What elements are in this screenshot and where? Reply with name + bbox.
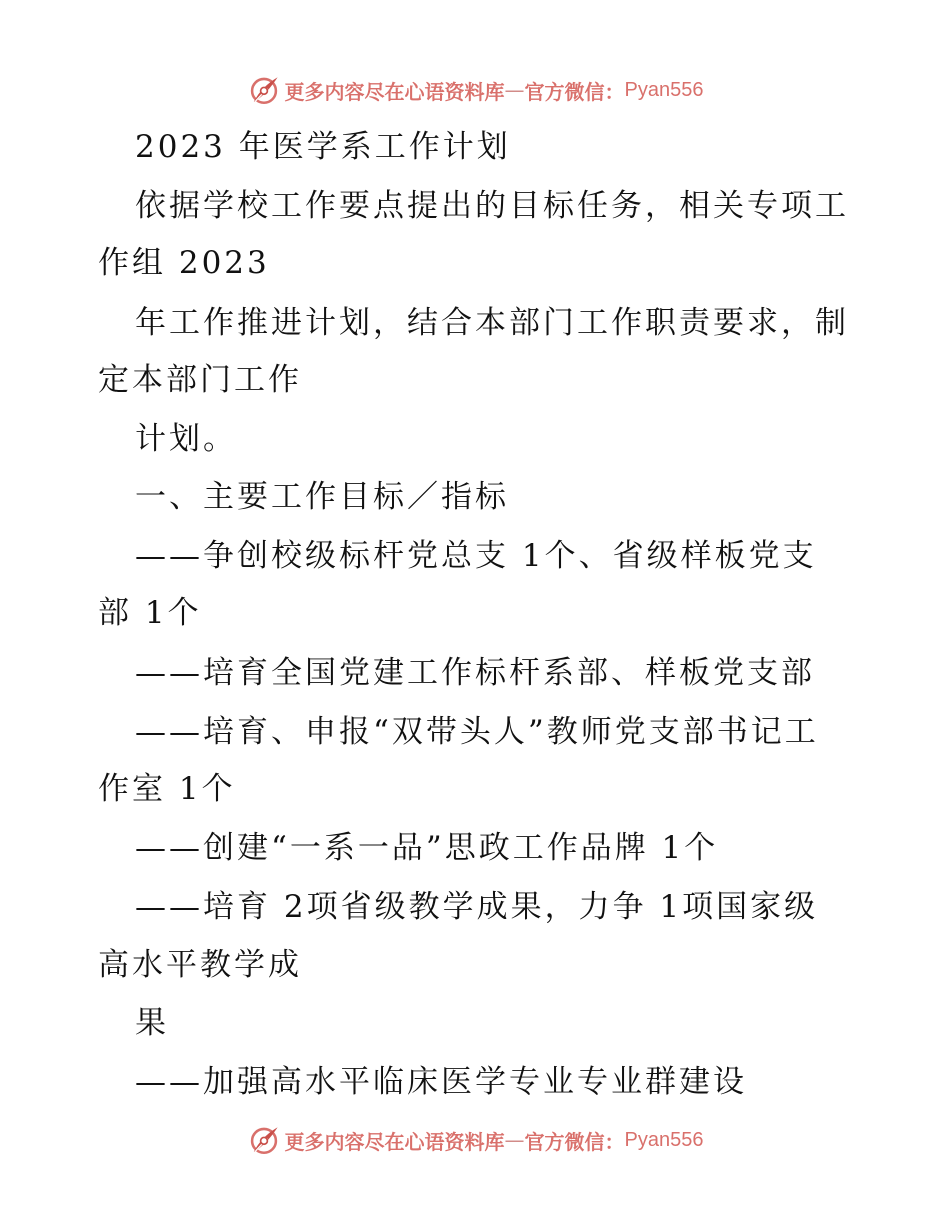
- banner-separator: —: [504, 78, 525, 102]
- list-item: ——争创校级标杆党总支 1个、省级样板党支: [135, 538, 817, 574]
- banner-separator: —: [504, 1128, 525, 1152]
- list-item-continuation: 部 1个: [98, 595, 202, 631]
- list-item: ——加强高水平临床医学专业专业群建设: [135, 1064, 747, 1100]
- header-watermark-banner: [0, 70, 950, 110]
- list-item-continuation: 作室 1个: [98, 771, 236, 807]
- feather-pen-logo-icon: [247, 73, 281, 107]
- list-item: ——培育、申报“双带头人”教师党支部书记工: [135, 714, 819, 750]
- list-item: ——创建“一系一品”思政工作品牌 1个: [135, 830, 719, 866]
- paragraph-line: 依据学校工作要点提出的目标任务，相关专项工: [135, 188, 849, 224]
- paragraph-line: 作组 2023: [98, 245, 270, 281]
- document-title: 2023 年医学系工作计划: [135, 129, 511, 165]
- banner-site-text: 更多内容尽在心语资料库: [284, 79, 505, 104]
- section-heading: 一、主要工作目标／指标: [135, 479, 509, 515]
- paragraph-line: 计划。: [135, 421, 237, 457]
- banner-wechat-label: 官方微信：: [524, 79, 625, 104]
- list-item: ——培育全国党建工作标杆系部、样板党支部: [135, 655, 815, 691]
- feather-pen-logo-icon: [247, 1123, 281, 1157]
- list-item: ——培育 2项省级教学成果，力争 1项国家级: [135, 889, 819, 925]
- banner-wechat-label: 官方微信：: [524, 1129, 625, 1154]
- paragraph-line: 定本部门工作: [98, 362, 302, 398]
- banner-wechat-id: Pyan556: [624, 1128, 704, 1151]
- banner-site-text: 更多内容尽在心语资料库: [284, 1129, 505, 1154]
- paragraph-line: 年工作推进计划，结合本部门工作职责要求，制: [135, 305, 849, 341]
- banner-wechat-id: Pyan556: [624, 78, 704, 101]
- list-item-continuation: 果: [135, 1005, 169, 1041]
- list-item-continuation: 高水平教学成: [98, 947, 302, 983]
- footer-watermark-banner: [0, 1120, 950, 1160]
